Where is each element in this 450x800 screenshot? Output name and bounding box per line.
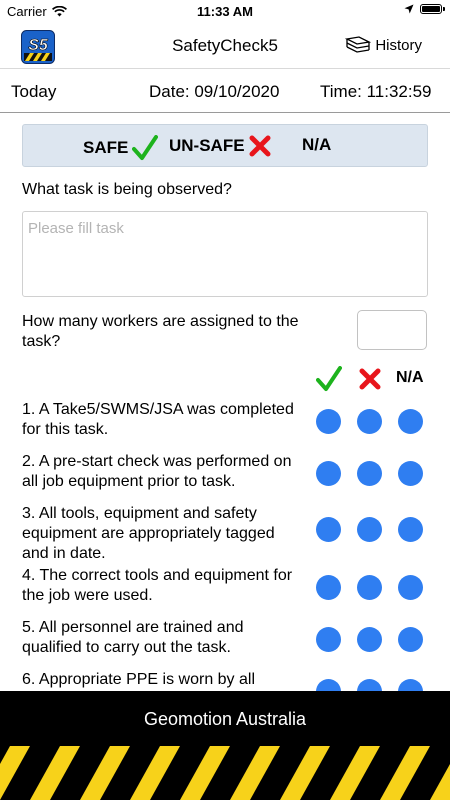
checklist-item-4 [0, 561, 450, 613]
unsafe-radio[interactable] [357, 461, 382, 486]
hazard-stripes [0, 746, 450, 800]
safe-radio[interactable] [316, 517, 341, 542]
na-radio[interactable] [398, 461, 423, 486]
legend-safe-label: SAFE [83, 138, 129, 157]
date-value: Date: 09/10/2020 [149, 82, 280, 101]
unsafe-radio[interactable] [357, 409, 382, 434]
legend-na-label: N/A [302, 135, 332, 154]
safe-radio[interactable] [316, 409, 341, 434]
checklist-item-1 [0, 395, 450, 447]
task-input[interactable] [23, 212, 427, 296]
legend-na [302, 135, 331, 155]
checklist-item-text: 4. The correct tools and equipment for the job were used. [22, 567, 293, 604]
logo-text: S5 [28, 37, 48, 54]
unsafe-column-cross-icon [359, 368, 381, 390]
legend-unsafe [169, 135, 271, 157]
checklist-item-text: 1. A Take5/SWMS/JSA was completed for this task. [22, 401, 294, 438]
na-column-header: N/A [396, 369, 424, 386]
workers-question: How many workers are assigned to the task? [22, 313, 299, 350]
footer [0, 691, 450, 800]
clock: 11:33 AM [197, 4, 253, 19]
checklist-item-2 [0, 447, 450, 499]
history-button[interactable] [345, 36, 422, 54]
safe-radio[interactable] [316, 575, 341, 600]
company-name: Geomotion Australia [143, 709, 307, 729]
na-radio[interactable] [398, 409, 423, 434]
checklist-item-text: 6. Appropriate PPE is worn by all [22, 671, 256, 688]
battery-icon [420, 4, 442, 14]
unsafe-radio[interactable] [357, 679, 382, 691]
na-radio[interactable] [398, 679, 423, 691]
today-label: Today [11, 82, 57, 101]
legend-safe [83, 135, 158, 161]
history-stack-icon [345, 36, 371, 54]
task-field[interactable] [22, 211, 428, 297]
unsafe-radio[interactable] [357, 627, 382, 652]
checklist-item-text: 3. All tools, equipment and safety equipment are appropriately tagged and in date. [22, 505, 275, 562]
legend-banner [22, 124, 428, 167]
date-row [0, 70, 450, 113]
unsafe-radio[interactable] [357, 575, 382, 600]
safe-column-check-icon [316, 366, 342, 392]
workers-field[interactable] [357, 310, 427, 350]
workers-input[interactable] [358, 311, 430, 351]
nav-bar [0, 24, 450, 69]
checklist[interactable] [0, 395, 450, 691]
safe-radio[interactable] [316, 679, 341, 691]
carrier-label: Carrier [7, 4, 47, 19]
na-radio[interactable] [398, 575, 423, 600]
history-label: History [375, 36, 422, 54]
page-title: SafetyCheck5 [172, 36, 278, 55]
legend-unsafe-label: UN-SAFE [169, 136, 245, 155]
checklist-item-text: 2. A pre-start check was performed on all job equipment prior to task. [22, 453, 292, 490]
checklist-item-6 [0, 665, 450, 691]
safe-radio[interactable] [316, 627, 341, 652]
unsafe-radio[interactable] [357, 517, 382, 542]
safe-radio[interactable] [316, 461, 341, 486]
na-radio[interactable] [398, 517, 423, 542]
time-value: Time: 11:32:59 [320, 82, 432, 101]
location-arrow-icon [404, 4, 414, 14]
status-bar [0, 0, 450, 22]
na-radio[interactable] [398, 627, 423, 652]
cross-icon [249, 135, 271, 157]
checklist-item-text: 5. All personnel are trained and qualified to carry out the task. [22, 619, 244, 656]
task-question: What task is being observed? [22, 181, 232, 198]
checklist-item-5 [0, 613, 450, 665]
checklist-item-3 [0, 499, 450, 561]
check-icon [132, 135, 158, 161]
